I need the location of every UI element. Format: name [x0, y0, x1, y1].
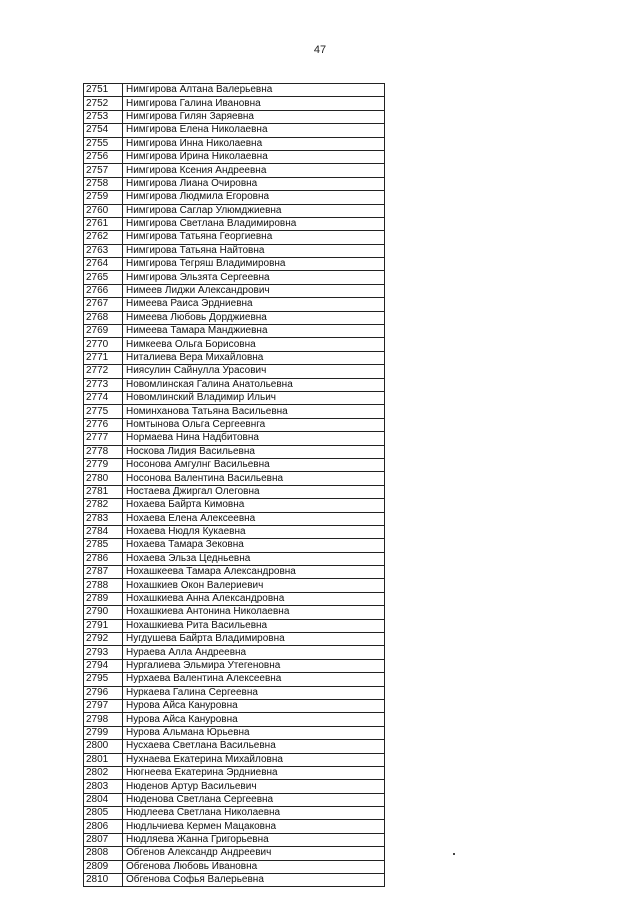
- table-row: [84, 633, 385, 646]
- table-row: [84, 325, 385, 338]
- full-name-cell: Обгенова Любовь Ивановна: [123, 860, 385, 873]
- row-number-cell: 2786: [84, 552, 123, 565]
- full-name-cell: Нимгирова Галина Ивановна: [123, 97, 385, 110]
- full-name-cell: Нимгирова Алтана Валерьевна: [123, 84, 385, 97]
- full-name-cell: Нимгирова Инна Николаевна: [123, 137, 385, 150]
- full-name-cell: Нурова Альмана Юрьевна: [123, 726, 385, 739]
- row-number-cell: 2799: [84, 726, 123, 739]
- full-name-cell: Обгенова Софья Валерьевна: [123, 874, 385, 887]
- row-number-cell: 2806: [84, 820, 123, 833]
- full-name-cell: Нюдльчиева Кермен Мацаковна: [123, 820, 385, 833]
- row-number-cell: 2798: [84, 713, 123, 726]
- row-number-cell: 2796: [84, 686, 123, 699]
- full-name-cell: Новомлинская Галина Анатольевна: [123, 378, 385, 391]
- table-row: [84, 606, 385, 619]
- full-name-cell: Нимгирова Елена Николаевна: [123, 124, 385, 137]
- table-row: [84, 391, 385, 404]
- row-number-cell: 2795: [84, 673, 123, 686]
- row-number-cell: 2760: [84, 204, 123, 217]
- full-name-cell: Нурхаева Валентина Алексеевна: [123, 673, 385, 686]
- row-number-cell: 2797: [84, 699, 123, 712]
- table-row: [84, 258, 385, 271]
- row-number-cell: 2779: [84, 458, 123, 471]
- full-name-cell: Нураева Алла Андреевна: [123, 646, 385, 659]
- table-row: [84, 726, 385, 739]
- row-number-cell: 2802: [84, 766, 123, 779]
- full-name-cell: Нимгирова Лиана Очировна: [123, 177, 385, 190]
- table-row: [84, 298, 385, 311]
- row-number-cell: 2791: [84, 619, 123, 632]
- name-list-table: [83, 83, 385, 887]
- table-row: [84, 351, 385, 364]
- table-row: [84, 485, 385, 498]
- full-name-cell: Номинханова Татьяна Васильевна: [123, 405, 385, 418]
- full-name-cell: Носонова Амгулнг Васильевна: [123, 458, 385, 471]
- table-row: [84, 619, 385, 632]
- row-number-cell: 2771: [84, 351, 123, 364]
- table-row: [84, 365, 385, 378]
- name-list-body: [84, 84, 385, 887]
- full-name-cell: Нуркаева Галина Сергеевна: [123, 686, 385, 699]
- table-row: [84, 807, 385, 820]
- row-number-cell: 2778: [84, 445, 123, 458]
- full-name-cell: Нимгирова Гилян Заряевна: [123, 110, 385, 123]
- table-row: [84, 659, 385, 672]
- full-name-cell: Нюдлеева Светлана Николаевна: [123, 807, 385, 820]
- table-row: [84, 84, 385, 97]
- full-name-cell: Нимгирова Саглар Улюмджиевна: [123, 204, 385, 217]
- row-number-cell: 2766: [84, 284, 123, 297]
- row-number-cell: 2783: [84, 512, 123, 525]
- table-row: [84, 97, 385, 110]
- full-name-cell: Нусхаева Светлана Васильевна: [123, 740, 385, 753]
- table-row: [84, 311, 385, 324]
- table-row: [84, 204, 385, 217]
- table-row: [84, 512, 385, 525]
- full-name-cell: Нохаева Елена Алексеевна: [123, 512, 385, 525]
- full-name-cell: Ниталиева Вера Михайловна: [123, 351, 385, 364]
- row-number-cell: 2762: [84, 231, 123, 244]
- table-row: [84, 432, 385, 445]
- table-row: [84, 833, 385, 846]
- full-name-cell: Нурова Айса Кануровна: [123, 713, 385, 726]
- row-number-cell: 2775: [84, 405, 123, 418]
- row-number-cell: 2788: [84, 579, 123, 592]
- table-row: [84, 820, 385, 833]
- full-name-cell: Нохашкиев Окон Валериевич: [123, 579, 385, 592]
- table-row: [84, 445, 385, 458]
- full-name-cell: Нормаева Нина Надбитовна: [123, 432, 385, 445]
- row-number-cell: 2792: [84, 633, 123, 646]
- full-name-cell: Нимгирова Людмила Егоровна: [123, 191, 385, 204]
- row-number-cell: 2763: [84, 244, 123, 257]
- table-row: [84, 110, 385, 123]
- table-row: [84, 713, 385, 726]
- row-number-cell: 2784: [84, 525, 123, 538]
- table-row: [84, 780, 385, 793]
- full-name-cell: Нимеев Лиджи Александрович: [123, 284, 385, 297]
- full-name-cell: Ниясулин Сайнулла Урасович: [123, 365, 385, 378]
- row-number-cell: 2767: [84, 298, 123, 311]
- table-row: [84, 740, 385, 753]
- table-row: [84, 231, 385, 244]
- table-row: [84, 753, 385, 766]
- full-name-cell: Нохаева Эльза Цедньевна: [123, 552, 385, 565]
- row-number-cell: 2780: [84, 472, 123, 485]
- full-name-cell: Носкова Лидия Васильевна: [123, 445, 385, 458]
- full-name-cell: Нюденова Светлана Сергеевна: [123, 793, 385, 806]
- table-row: [84, 592, 385, 605]
- table-row: [84, 164, 385, 177]
- full-name-cell: Нохашкеева Тамара Александровна: [123, 566, 385, 579]
- row-number-cell: 2754: [84, 124, 123, 137]
- row-number-cell: 2755: [84, 137, 123, 150]
- table-row: [84, 124, 385, 137]
- table-row: [84, 552, 385, 565]
- full-name-cell: Нургалиева Эльмира Утегеновна: [123, 659, 385, 672]
- table-row: [84, 405, 385, 418]
- table-row: [84, 539, 385, 552]
- full-name-cell: Нюдляева Жанна Григорьевна: [123, 833, 385, 846]
- table-row: [84, 874, 385, 887]
- table-row: [84, 244, 385, 257]
- full-name-cell: Обгенов Александр Андреевич: [123, 847, 385, 860]
- full-name-cell: Нохаева Байрта Кимовна: [123, 499, 385, 512]
- table-row: [84, 673, 385, 686]
- table-row: [84, 217, 385, 230]
- table-row: [84, 860, 385, 873]
- table-row: [84, 499, 385, 512]
- table-row: [84, 766, 385, 779]
- table-row: [84, 338, 385, 351]
- table-row: [84, 150, 385, 163]
- row-number-cell: 2753: [84, 110, 123, 123]
- full-name-cell: Нимеева Раиса Эрдниевна: [123, 298, 385, 311]
- row-number-cell: 2772: [84, 365, 123, 378]
- row-number-cell: 2790: [84, 606, 123, 619]
- full-name-cell: Нугдушева Байрта Владимировна: [123, 633, 385, 646]
- row-number-cell: 2768: [84, 311, 123, 324]
- full-name-cell: Носонова Валентина Васильевна: [123, 472, 385, 485]
- row-number-cell: 2764: [84, 258, 123, 271]
- row-number-cell: 2757: [84, 164, 123, 177]
- table-row: [84, 525, 385, 538]
- row-number-cell: 2787: [84, 566, 123, 579]
- page-number: 47: [313, 44, 327, 56]
- table-row: [84, 418, 385, 431]
- row-number-cell: 2800: [84, 740, 123, 753]
- row-number-cell: 2803: [84, 780, 123, 793]
- table-row: [84, 191, 385, 204]
- full-name-cell: Нимгирова Эльзята Сергеевна: [123, 271, 385, 284]
- row-number-cell: 2809: [84, 860, 123, 873]
- full-name-cell: Нюденов Артур Васильевич: [123, 780, 385, 793]
- full-name-cell: Нюгнеева Екатерина Эрдниевна: [123, 766, 385, 779]
- row-number-cell: 2752: [84, 97, 123, 110]
- table-row: [84, 378, 385, 391]
- full-name-cell: Нухнаева Екатерина Михайловна: [123, 753, 385, 766]
- table-row: [84, 847, 385, 860]
- row-number-cell: 2782: [84, 499, 123, 512]
- full-name-cell: Нимеева Любовь Дорджиевна: [123, 311, 385, 324]
- table-row: [84, 284, 385, 297]
- row-number-cell: 2793: [84, 646, 123, 659]
- row-number-cell: 2777: [84, 432, 123, 445]
- full-name-cell: Нохаева Нюдля Кукаевна: [123, 525, 385, 538]
- full-name-cell: Нимеева Тамара Манджиевна: [123, 325, 385, 338]
- table-row: [84, 458, 385, 471]
- full-name-cell: Нимгирова Татьяна Найтовна: [123, 244, 385, 257]
- row-number-cell: 2776: [84, 418, 123, 431]
- row-number-cell: 2751: [84, 84, 123, 97]
- row-number-cell: 2758: [84, 177, 123, 190]
- table-row: [84, 579, 385, 592]
- row-number-cell: 2808: [84, 847, 123, 860]
- row-number-cell: 2769: [84, 325, 123, 338]
- full-name-cell: Нимгирова Тегряш Владимировна: [123, 258, 385, 271]
- table-row: [84, 177, 385, 190]
- row-number-cell: 2794: [84, 659, 123, 672]
- table-row: [84, 646, 385, 659]
- row-number-cell: 2761: [84, 217, 123, 230]
- full-name-cell: Нурова Айса Кануровна: [123, 699, 385, 712]
- row-number-cell: 2789: [84, 592, 123, 605]
- row-number-cell: 2785: [84, 539, 123, 552]
- row-number-cell: 2804: [84, 793, 123, 806]
- row-number-cell: 2773: [84, 378, 123, 391]
- table-row: [84, 566, 385, 579]
- row-number-cell: 2807: [84, 833, 123, 846]
- full-name-cell: Нимгирова Ксения Андреевна: [123, 164, 385, 177]
- table-row: [84, 686, 385, 699]
- full-name-cell: Нимгирова Татьяна Георгиевна: [123, 231, 385, 244]
- table-row: [84, 472, 385, 485]
- row-number-cell: 2756: [84, 150, 123, 163]
- full-name-cell: Нохашкиева Рита Васильевна: [123, 619, 385, 632]
- full-name-cell: Нимгирова Ирина Николаевна: [123, 150, 385, 163]
- row-number-cell: 2765: [84, 271, 123, 284]
- row-number-cell: 2759: [84, 191, 123, 204]
- full-name-cell: Ностаева Джиргал Олеговна: [123, 485, 385, 498]
- row-number-cell: 2805: [84, 807, 123, 820]
- full-name-cell: Нохашкиева Антонина Николаевна: [123, 606, 385, 619]
- full-name-cell: Нохаева Тамара Зековна: [123, 539, 385, 552]
- table-row: [84, 137, 385, 150]
- row-number-cell: 2781: [84, 485, 123, 498]
- full-name-cell: Нимгирова Светлана Владимировна: [123, 217, 385, 230]
- table-row: [84, 699, 385, 712]
- row-number-cell: 2801: [84, 753, 123, 766]
- row-number-cell: 2774: [84, 391, 123, 404]
- row-number-cell: 2810: [84, 874, 123, 887]
- table-row: [84, 793, 385, 806]
- full-name-cell: Нимкеева Ольга Борисовна: [123, 338, 385, 351]
- full-name-cell: Номтынова Ольга Сергеевнга: [123, 418, 385, 431]
- scan-speck: [453, 853, 455, 855]
- full-name-cell: Нохашкиева Анна Александровна: [123, 592, 385, 605]
- table-row: [84, 271, 385, 284]
- row-number-cell: 2770: [84, 338, 123, 351]
- full-name-cell: Новомлинский Владимир Ильич: [123, 391, 385, 404]
